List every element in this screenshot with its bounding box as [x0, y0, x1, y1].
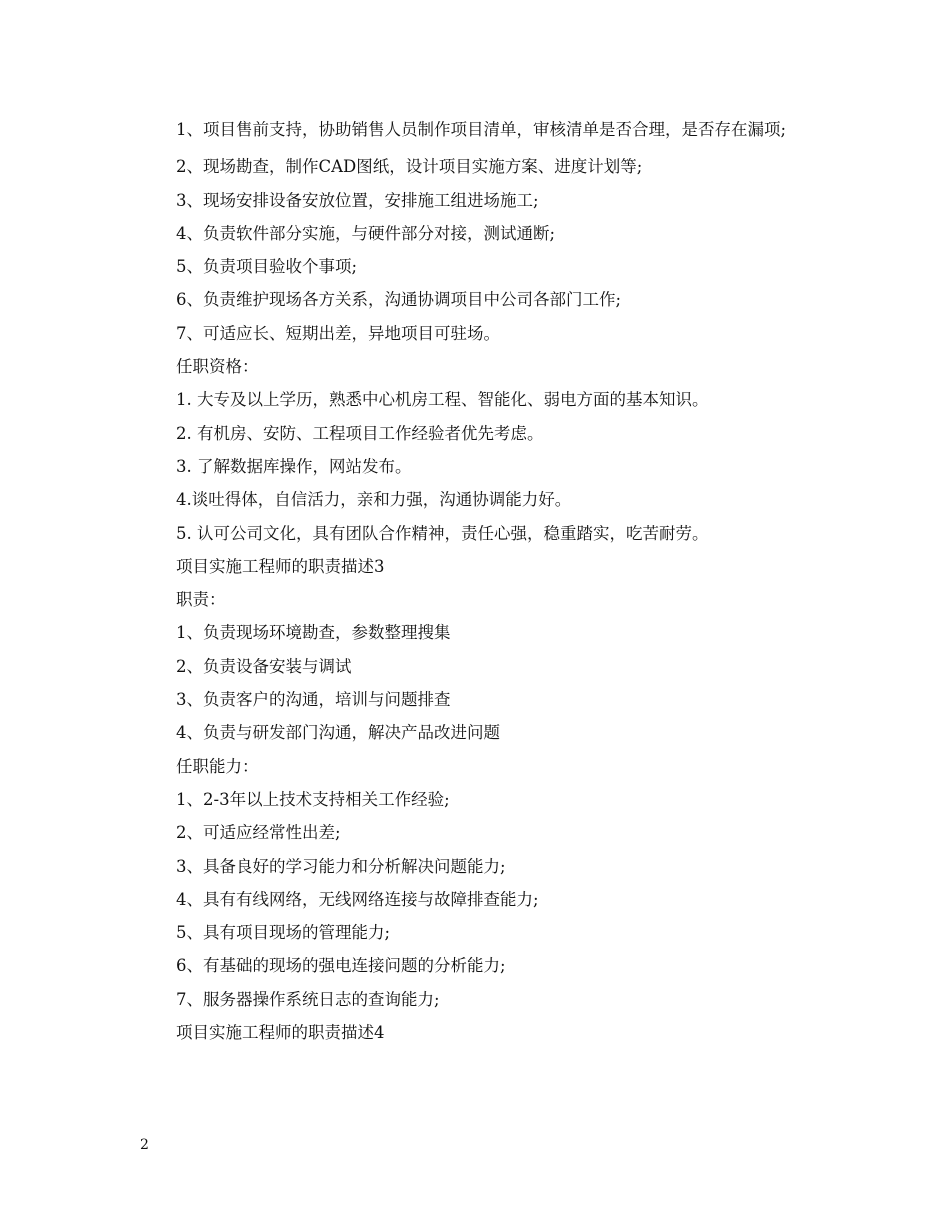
section-heading: 任职资格： — [176, 357, 259, 377]
paragraph-line: 4、负责与研发部门沟通，解决产品改进问题 — [176, 723, 500, 743]
paragraph-line: 4、具有有线网络，无线网络连接与故障排查能力; — [176, 889, 539, 909]
section-heading: 任职能力： — [176, 756, 259, 776]
paragraph-line: 1、负责现场环境勘查，参数整理搜集 — [176, 623, 451, 643]
paragraph-line: 7、可适应长、短期出差，异地项目可驻场。 — [176, 323, 500, 343]
paragraph-line: 2、可适应经常性出差; — [176, 823, 341, 843]
section-title: 项目实施工程师的职责描述3 — [176, 556, 385, 576]
paragraph-line: 6、有基础的现场的强电连接问题的分析能力; — [176, 956, 506, 976]
paragraph-line: 2、现场勘查，制作CAD图纸，设计项目实施方案、进度计划等; — [176, 157, 643, 177]
paragraph-line: 3. 了解数据库操作，网站发布。 — [176, 456, 412, 476]
paragraph-line: 5、负责项目验收个事项; — [176, 257, 358, 277]
section-heading: 职责： — [176, 590, 226, 610]
paragraph-line: 1. 大专及以上学历，熟悉中心机房工程、智能化、弱电方面的基本知识。 — [176, 390, 709, 410]
paragraph-line: 2. 有机房、安防、工程项目工作经验者优先考虑。 — [176, 423, 544, 443]
paragraph-line: 5、具有项目现场的管理能力; — [176, 923, 391, 943]
paragraph-line: 5. 认可公司文化，具有团队合作精神，责任心强，稳重踏实，吃苦耐劳。 — [176, 523, 709, 543]
paragraph-1: 1、项目售前支持，协助销售人员制作项目清单，审核清单是否合理，是否存在漏项; — [176, 120, 787, 139]
paragraph-line: 3、负责客户的沟通，培训与问题排查 — [176, 690, 451, 710]
section-title: 项目实施工程师的职责描述4 — [176, 1023, 385, 1043]
paragraph-line: 4、负责软件部分实施，与硬件部分对接，测试通断; — [176, 223, 556, 243]
paragraph-line: 1、2-3年以上技术支持相关工作经验; — [176, 789, 450, 809]
page-number: 2 — [140, 1137, 149, 1153]
paragraph-line: 3、具备良好的学习能力和分析解决问题能力; — [176, 856, 506, 876]
paragraph-line: 2、负责设备安装与调试 — [176, 656, 352, 676]
document-body — [140, 117, 820, 1054]
paragraph-line: 4.谈吐得体，自信活力，亲和力强，沟通协调能力好。 — [176, 490, 572, 510]
paragraph-line: 6、负责维护现场各方关系，沟通协调项目中公司各部门工作; — [176, 290, 622, 310]
paragraph-line: 7、服务器操作系统日志的查询能力; — [176, 989, 440, 1009]
paragraph-line: 3、现场安排设备安放位置，安排施工组进场施工; — [176, 190, 539, 210]
